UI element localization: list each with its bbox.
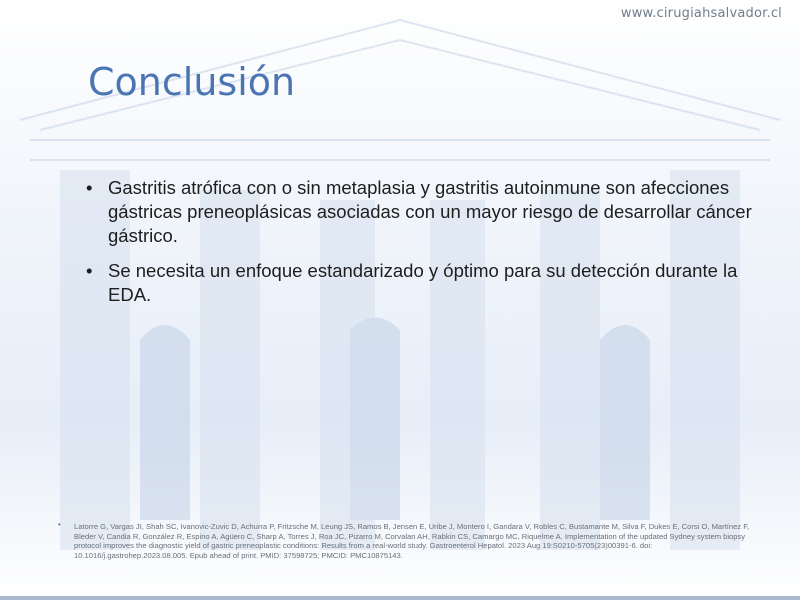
reference-bullet-icon: • xyxy=(58,520,61,529)
bullet-item xyxy=(86,176,766,248)
bullet-list xyxy=(86,176,766,318)
bullet-text: Se necesita un enfoque estandarizado y óptimo para su detección durante la EDA. xyxy=(108,260,738,305)
bullet-item xyxy=(86,259,766,307)
reference-citation: Latorre G, Vargas JI, Shah SC, Ivanovic-Zuvic D, Achurra P, Fritzsche M, Leung JS, Ramos B, Jensen E, Uribe J, Montero I, Gandara V, Robles C, Bustamante M, Silva F, Dukes E, Corsi O, Martínez F, Bleder V, Candia R, González R, Espino A, Agüero C, Sharp A, Torres J, Roa JC, Pizarro M, Corvalan AH, Rabkin CS, Camargo MC, Riquelme A. Implementation of the updated Sydney system biopsy protocol improves the diagnostic yield of gastric preneoplastic conditions: Results from a real-world study. Gastroenterol Hepatol. 2023 Aug 19:S0210-5705(23)00391-6. doi: 10.1016/j.gastrohep.2023.08.005. Epub ahead of print. PMID: 37598725; PMCID: PMC10875143. xyxy=(74,522,750,560)
bullet-dot-icon: • xyxy=(86,177,93,198)
bottom-divider xyxy=(0,596,800,600)
website-url: www.cirugiahsalvador.cl xyxy=(620,6,782,21)
slide-title: Conclusión xyxy=(88,60,296,104)
bullet-dot-icon: • xyxy=(86,260,93,281)
bullet-text: Gastritis atrófica con o sin metaplasia y gastritis autoinmune son afecciones gástricas preneoplásicas asociadas con un mayor riesgo de desarrollar cáncer gástrico. xyxy=(108,177,752,246)
